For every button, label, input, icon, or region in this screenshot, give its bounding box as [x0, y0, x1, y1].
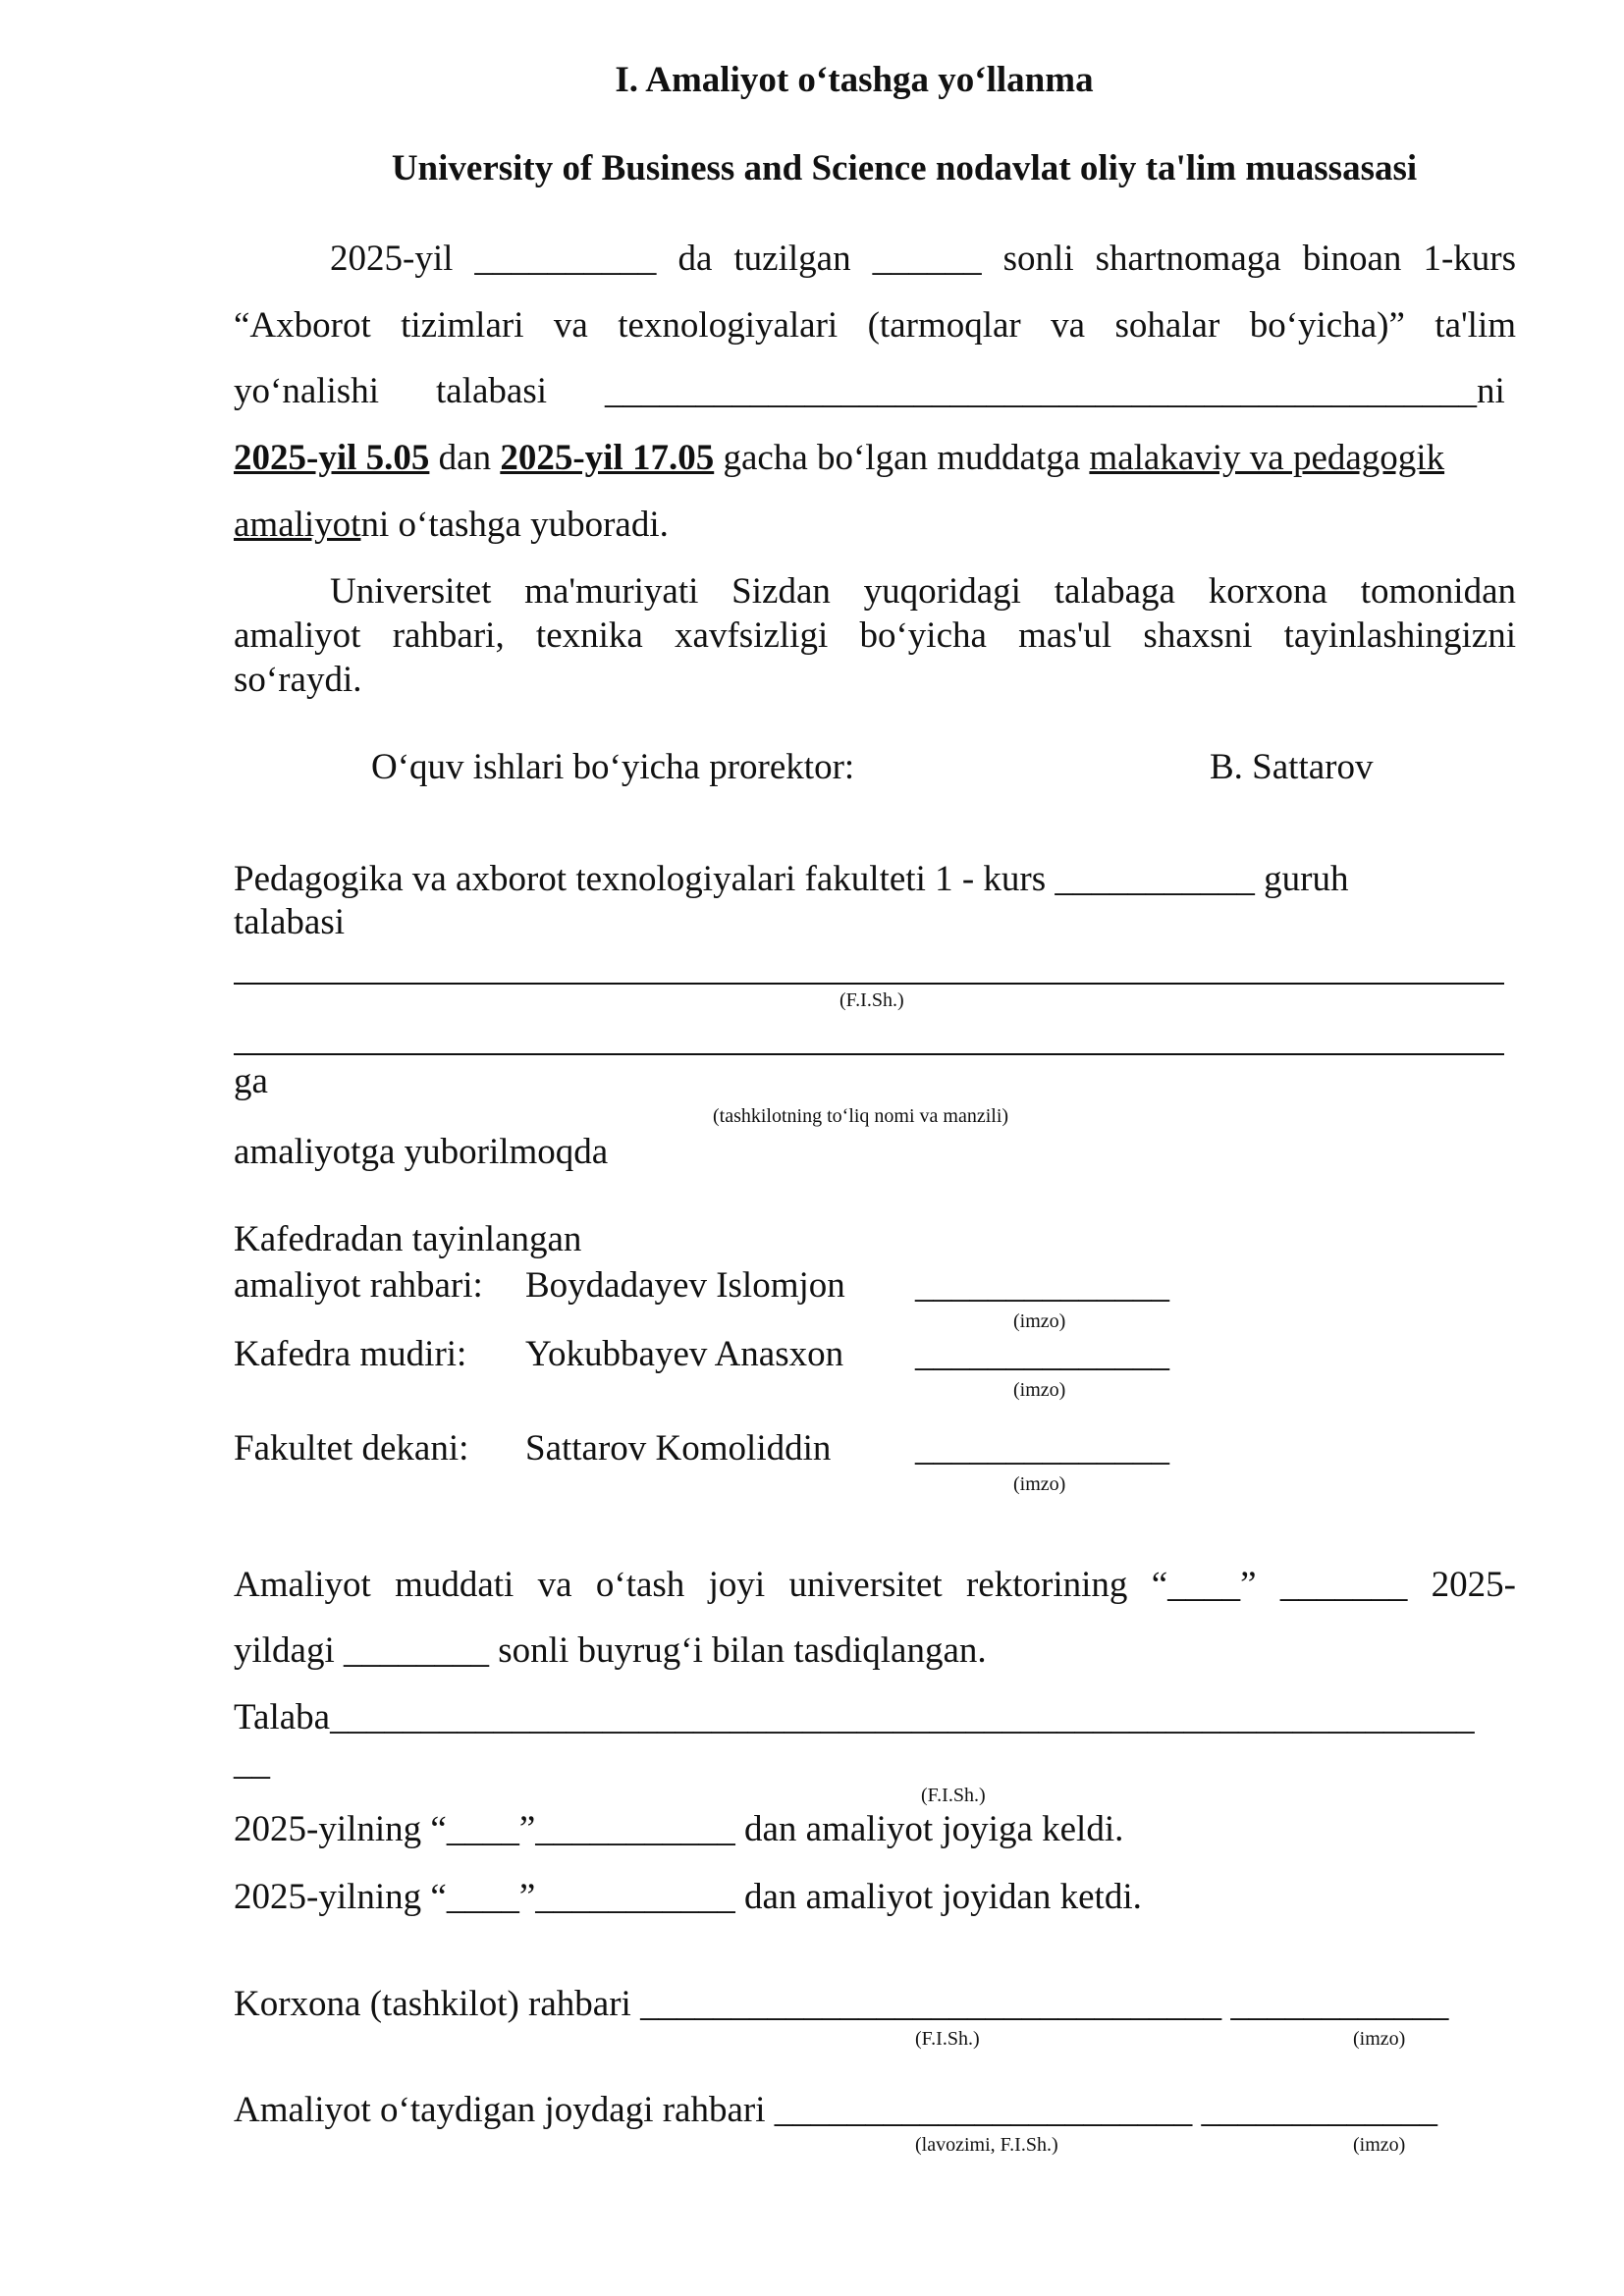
- prorector-name: B. Sattarov: [1210, 747, 1374, 787]
- student-name-line: [234, 983, 1504, 985]
- paragraph-2-line-2: amaliyot rahbari, texnika xavfsizligi bo‘yicha mas'ul shaxsni tayinlashingizni: [234, 615, 1516, 656]
- arrived-line: 2025-yilning “____”___________ dan amaliyot joyiga keldi.: [234, 1809, 1124, 1849]
- paragraph-1-line-3: [234, 370, 1516, 412]
- org-head-fish-caption: (F.I.Sh.): [915, 2028, 980, 2050]
- signature-blank: ______________: [915, 1334, 1169, 1374]
- sent-text: amaliyotga yuborilmoqda: [234, 1132, 609, 1172]
- faculty-line: Pedagogika va axborot texnologiyalari fakulteti 1 - kurs ___________ guruh: [234, 859, 1349, 899]
- start-date: 2025-yil 5.05: [234, 438, 430, 478]
- paragraph-2-line-1: Universitet ma'muriyati Sizdan yuqoridagi talabaga korxona tomonidan: [330, 571, 1516, 612]
- signer-role: Fakultet dekani:: [234, 1428, 469, 1468]
- practice-word: amaliyot: [234, 505, 361, 545]
- org-head-sig-caption: (imzo): [1353, 2028, 1406, 2050]
- fish-caption-2: (F.I.Sh.): [921, 1785, 986, 1806]
- left-line: 2025-yilning “____”___________ dan amaliyot joyidan ketdi.: [234, 1877, 1142, 1917]
- dept-assigned-label: Kafedradan tayinlangan: [234, 1219, 582, 1259]
- prorector-title: O‘quv ishlari bo‘yicha prorektor:: [371, 747, 855, 787]
- signer-name: Boydadayev Islomjon: [525, 1265, 845, 1306]
- document-heading: I. Amaliyot o‘tashga yo‘llanma: [615, 60, 1094, 100]
- paragraph-1-line-2: “Axborot tizimlari va texnologiyalari (tarmoqlar va sohalar bo‘yicha)” ta'lim: [234, 305, 1516, 346]
- place-head-pos-caption: (lavozimi, F.I.Sh.): [915, 2134, 1058, 2156]
- talaba-wrap: __: [234, 1742, 270, 1783]
- organization-caption: (tashkilotning to‘liq nomi va manzili): [713, 1105, 1009, 1127]
- paragraph-1-line-5: [234, 504, 669, 546]
- signer-name: Sattarov Komoliddin: [525, 1428, 832, 1468]
- period-text: gacha bo‘lgan muddatga: [714, 438, 1090, 478]
- dan-word: dan: [429, 438, 501, 478]
- signer-role: Kafedra mudiri:: [234, 1334, 467, 1374]
- place-head-sig-caption: (imzo): [1353, 2134, 1406, 2156]
- student-name-blank: ________________________________________________ni: [605, 371, 1505, 411]
- signer-role: amaliyot rahbari:: [234, 1265, 483, 1306]
- order-line-2: yildagi ________ sonli buyrug‘i bilan tasdiqlangan.: [234, 1630, 987, 1671]
- signature-blank: ______________: [915, 1428, 1169, 1468]
- paragraph-1-line-1: 2025-yil __________ da tuzilgan ______ sonli shartnomaga binoan 1-kurs: [330, 239, 1516, 279]
- institution-name: University of Business and Science nodavlat oliy ta'lim muassasasi: [391, 148, 1418, 188]
- signature-caption: (imzo): [1013, 1310, 1066, 1332]
- end-date: 2025-yil 17.05: [500, 438, 715, 478]
- signature-caption: (imzo): [1013, 1379, 1066, 1401]
- student-label: talabasi: [234, 902, 346, 942]
- direction-word: yo‘nalishi: [234, 371, 379, 411]
- signature-caption: (imzo): [1013, 1473, 1066, 1495]
- organization-line: [234, 1053, 1504, 1055]
- order-line-1: Amaliyot muddati va o‘tash joyi universitet rektorining “____” _______ 2025-: [234, 1565, 1516, 1605]
- ga-suffix: ga: [234, 1061, 268, 1101]
- talaba-line: Talaba_______________________________________________________________: [234, 1697, 1475, 1737]
- student-word: talabasi: [436, 371, 548, 411]
- paragraph-1-line-4: [234, 437, 1444, 479]
- org-head-line: Korxona (tashkilot) rahbari ________________________________ ____________: [234, 1984, 1449, 2024]
- fish-caption: (F.I.Sh.): [839, 989, 904, 1011]
- send-text: ni o‘tashga yuboradi.: [360, 505, 669, 545]
- signature-blank: ______________: [915, 1265, 1169, 1306]
- place-head-line: Amaliyot o‘taydigan joydagi rahbari _______________________ _____________: [234, 2090, 1437, 2130]
- paragraph-2-line-3: so‘raydi.: [234, 660, 362, 700]
- signer-name: Yokubbayev Anasxon: [525, 1334, 844, 1374]
- practice-type: malakaviy va pedagogik: [1089, 438, 1445, 478]
